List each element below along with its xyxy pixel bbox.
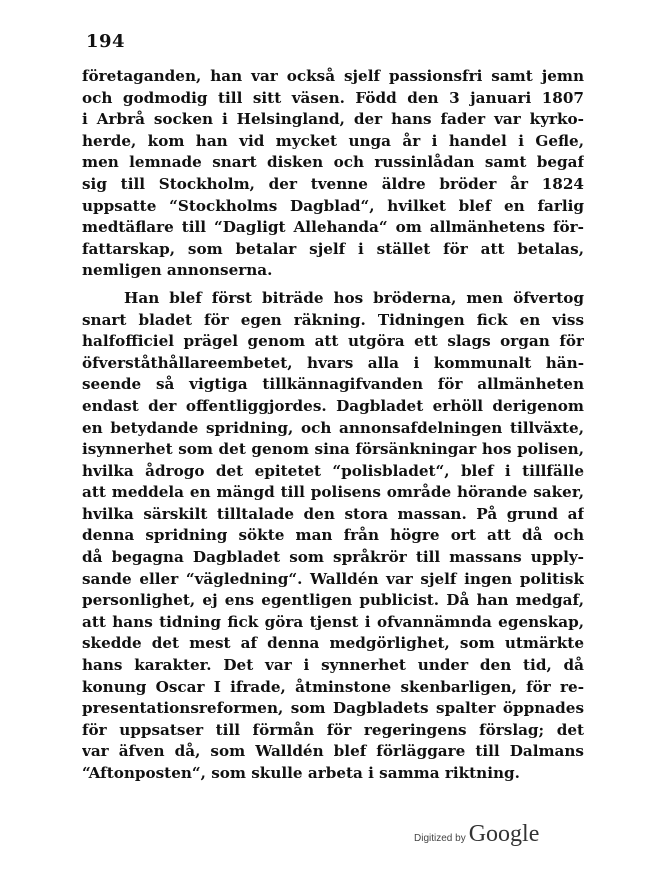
text-line: hvilka ådrogo det epitetet “polisbladet“, blef i tillfälle [82,461,584,480]
text-line: denna spridning sökte man från högre ort att då och [82,526,584,545]
watermark-prefix: Digitized by [414,833,466,844]
text-line: “Aftonposten“, som skulle arbeta i samma riktning. [82,764,520,782]
text-line: att meddela en mängd till polisens område hörande saker, [82,483,584,502]
text-line: medtäflare till “Dagligt Allehanda“ om allmänhetens för- [82,218,584,237]
text-line: nemligen annonserna. [82,261,273,280]
text-line: endast der offentliggjordes. Dagbladet erhöll derigenom [82,396,584,415]
text-line: herde, kom han vid mycket unga år i handel i Gefle, [82,131,584,150]
text-line: konung Oscar I ifrade, åtminstone skenbarligen, för re- [82,677,584,696]
text-line: då begagna Dagbladet som språkrör till massans upply- [82,548,584,567]
text-line: isynnerhet som det genom sina försänkningar hos polisen, [82,440,584,459]
text-line: Han blef först biträde hos bröderna, men öfvertog [124,288,584,307]
text-line: fattarskap, som betalar sjelf i stället för att betalas, [82,239,584,258]
text-line: att hans tidning fick göra tjenst i ofvannämnda egenskap, [82,612,584,631]
digitization-watermark [414,821,539,848]
text-line: företaganden, han var också sjelf passionsfri samt jemn [82,67,584,85]
page-number: 194 [86,31,126,52]
text-line: sig till Stockholm, der tvenne äldre bröder år 1824 [82,174,584,193]
text-line: men lemnade snart disken och russinlådan samt begaf [82,153,584,172]
paragraph-1 [82,66,584,282]
body-text [82,66,584,785]
text-line: hvilka särskilt tilltalade den stora massan. På grund af [82,504,584,523]
text-line: presentationsreformen, som Dagbladets spalter öppnades [82,699,584,718]
text-line: personlighet, ej ens egentligen publicist. Då han medgaf, [82,591,584,610]
text-line: i Arbrå socken i Helsingland, der hans fader var kyrko- [82,110,584,129]
text-line: sande eller “vägledning“. Walldén var sjelf ingen politisk [82,569,584,588]
text-line: öfverståthållareembetet, hvars alla i kommunalt hän- [82,353,584,372]
text-line: skedde det mest af denna medgörlighet, som utmärkte [82,634,584,653]
paragraph-2 [82,288,584,785]
text-line: var äfven då, som Walldén blef förläggare till Dalmans [82,742,584,761]
text-line: snart bladet för egen räkning. Tidningen fick en viss [82,310,584,329]
text-line: halfofficiel prägel genom att utgöra ett slags organ för [82,332,584,351]
google-logo: Google [468,821,540,847]
text-line: hans karakter. Det var i synnerhet under den tid, då [82,656,584,675]
text-line: för uppsatser till förmån för regeringens förslag; det [82,720,584,739]
text-line: en betydande spridning, och annonsafdelningen tillväxte, [82,418,584,437]
text-line: och godmodig till sitt väsen. Född den 3 januari 1807 [82,88,584,107]
text-line: seende så vigtiga tillkännagifvanden för allmänheten [82,375,584,394]
text-line: uppsatte “Stockholms Dagblad“, hvilket blef en farlig [82,196,584,215]
